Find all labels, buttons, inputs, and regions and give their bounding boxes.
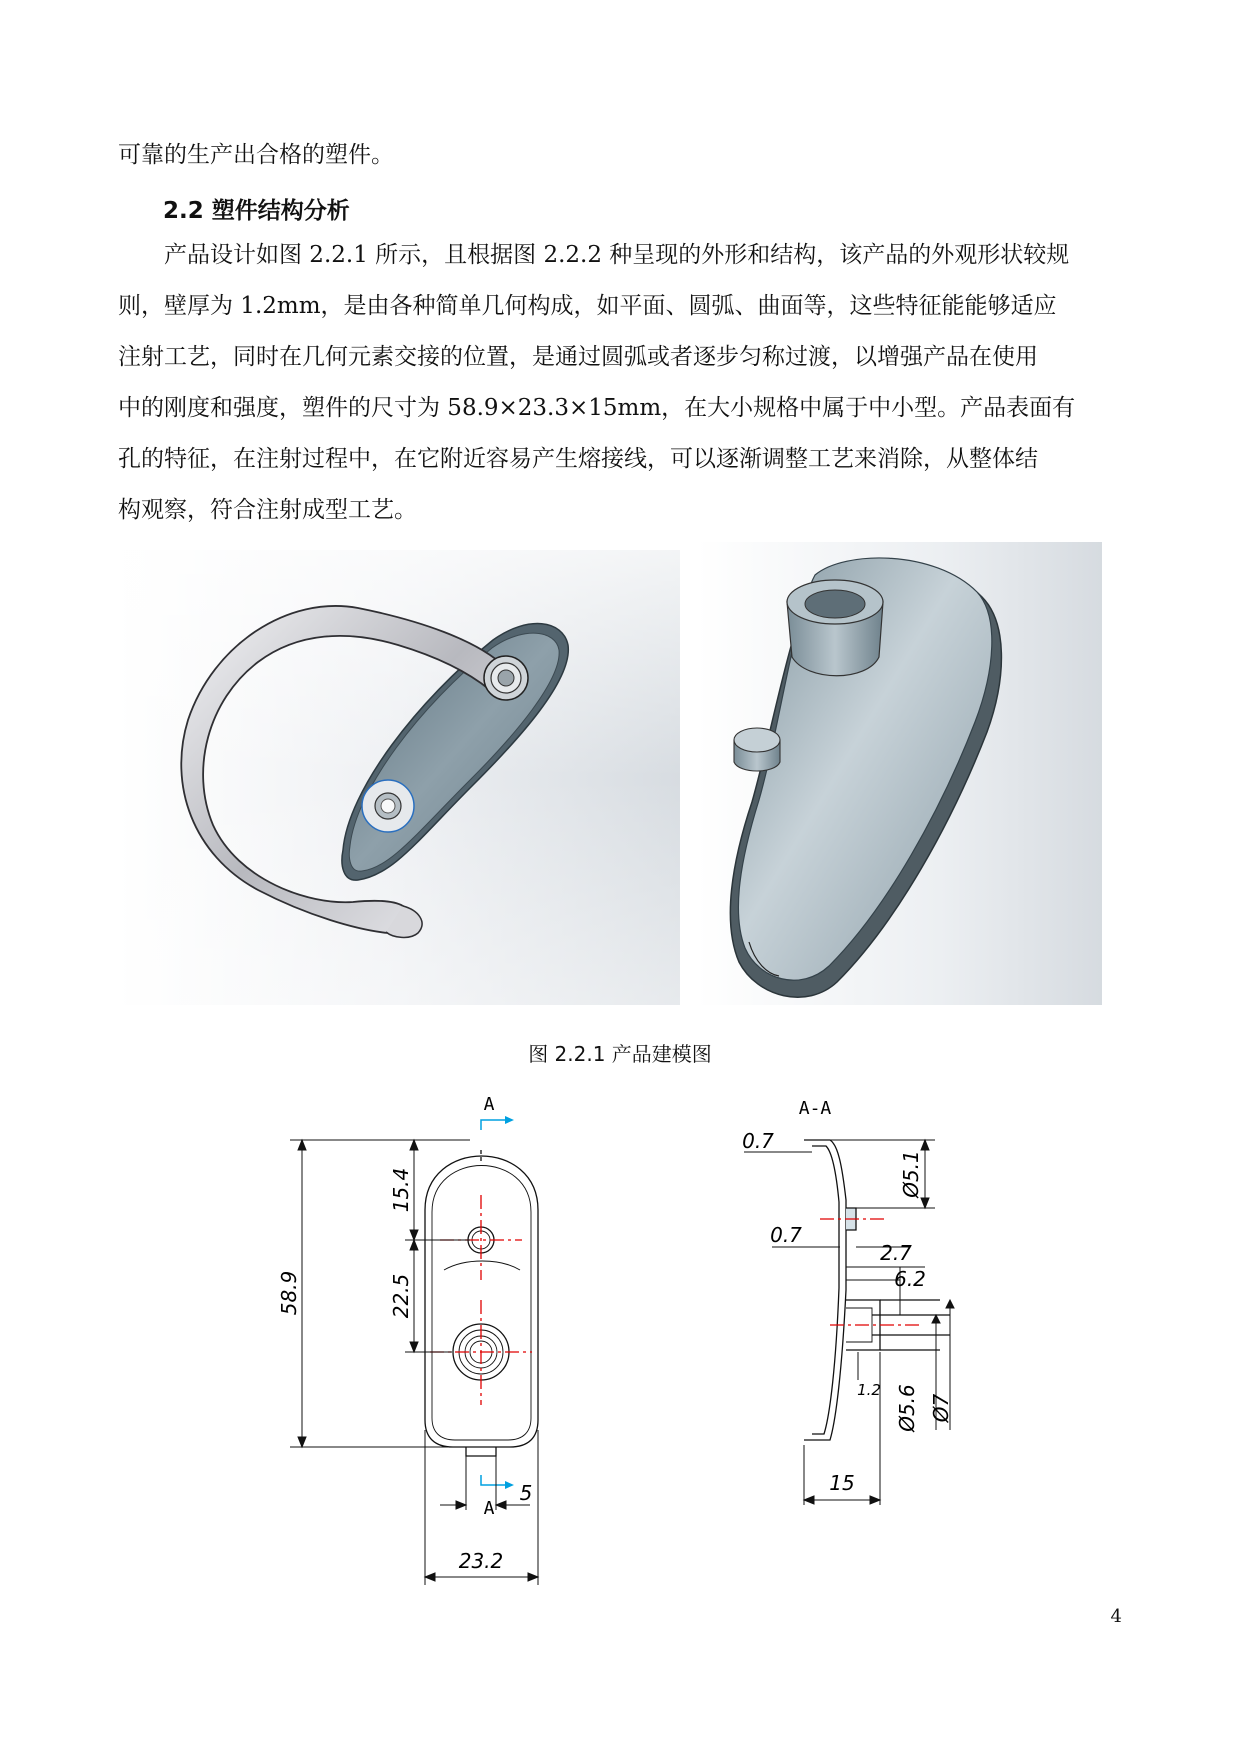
paragraph-line: 注射工艺，同时在几何元素交接的位置，是通过圆弧或者逐步匀称过渡，以增强产品在使用 xyxy=(118,344,1038,370)
section-view-title: A-A xyxy=(798,1098,832,1119)
dim-hole-inner-dia: Ø5.6 xyxy=(895,1384,919,1432)
paragraph-line: 产品设计如图 2.2.1 所示，且根据图 2.2.2 种呈现的外形和结构，该产品的外观形状较规 xyxy=(118,242,1070,268)
section-arrow-top xyxy=(481,1116,514,1130)
dim-depth: 15 xyxy=(829,1471,855,1495)
section-arrow-bottom xyxy=(481,1475,514,1489)
dim-pin-length: 2.7 xyxy=(880,1241,912,1265)
page-number: 4 xyxy=(1110,1606,1122,1627)
dim-boss-wall: 1.2 xyxy=(857,1381,881,1399)
paragraph-line: 孔的特征，在注射过程中，在它附近容易产生熔接线，可以逐渐调整工艺来消除，从整体结 xyxy=(118,446,1038,472)
shell-render xyxy=(697,542,1102,1005)
dim-boss-height: 6.2 xyxy=(894,1267,926,1291)
hook-pivot-boss xyxy=(484,656,528,700)
paragraph-line: 构观察，符合注射成型工艺。 xyxy=(118,497,417,523)
engineering-drawing xyxy=(0,1090,1240,1620)
dim-slot-width: 5 xyxy=(519,1481,533,1505)
dim-hole-spacing: 22.5 xyxy=(389,1273,413,1319)
paragraph-line: 则，壁厚为 1.2mm，是由各种简单几何构成，如平面、圆弧、曲面等，这些特征能能够适应 xyxy=(118,293,1057,319)
speaker-hole xyxy=(362,780,414,832)
section-heading: 2.2 塑件结构分析 xyxy=(163,198,350,224)
dim-hole-outer-dia: Ø7 xyxy=(929,1393,953,1423)
earpiece-hook-render xyxy=(118,550,680,1005)
section-mark-bottom: A xyxy=(483,1498,495,1519)
dim-wall-top: 0.7 xyxy=(742,1129,774,1153)
dim-boss-top-dia: Ø5.1 xyxy=(899,1150,923,1198)
section-mark-top: A xyxy=(483,1094,495,1115)
dim-top-to-hole: 15.4 xyxy=(389,1167,413,1213)
top-boss xyxy=(787,580,883,676)
centerlines xyxy=(430,1195,532,1405)
figure-caption: 图 2.2.1 产品建模图 xyxy=(528,1042,712,1066)
dim-overall-length: 58.9 xyxy=(277,1270,301,1316)
dim-width: 23.2 xyxy=(458,1549,504,1573)
dim-wall-mid: 0.7 xyxy=(770,1223,802,1247)
paragraph-line: 可靠的生产出合格的塑件。 xyxy=(118,142,394,168)
paragraph-line: 中的刚度和强度，塑件的尺寸为 58.9×23.3×15mm，在大小规格中属于中小型。产品表面有 xyxy=(118,395,1076,421)
